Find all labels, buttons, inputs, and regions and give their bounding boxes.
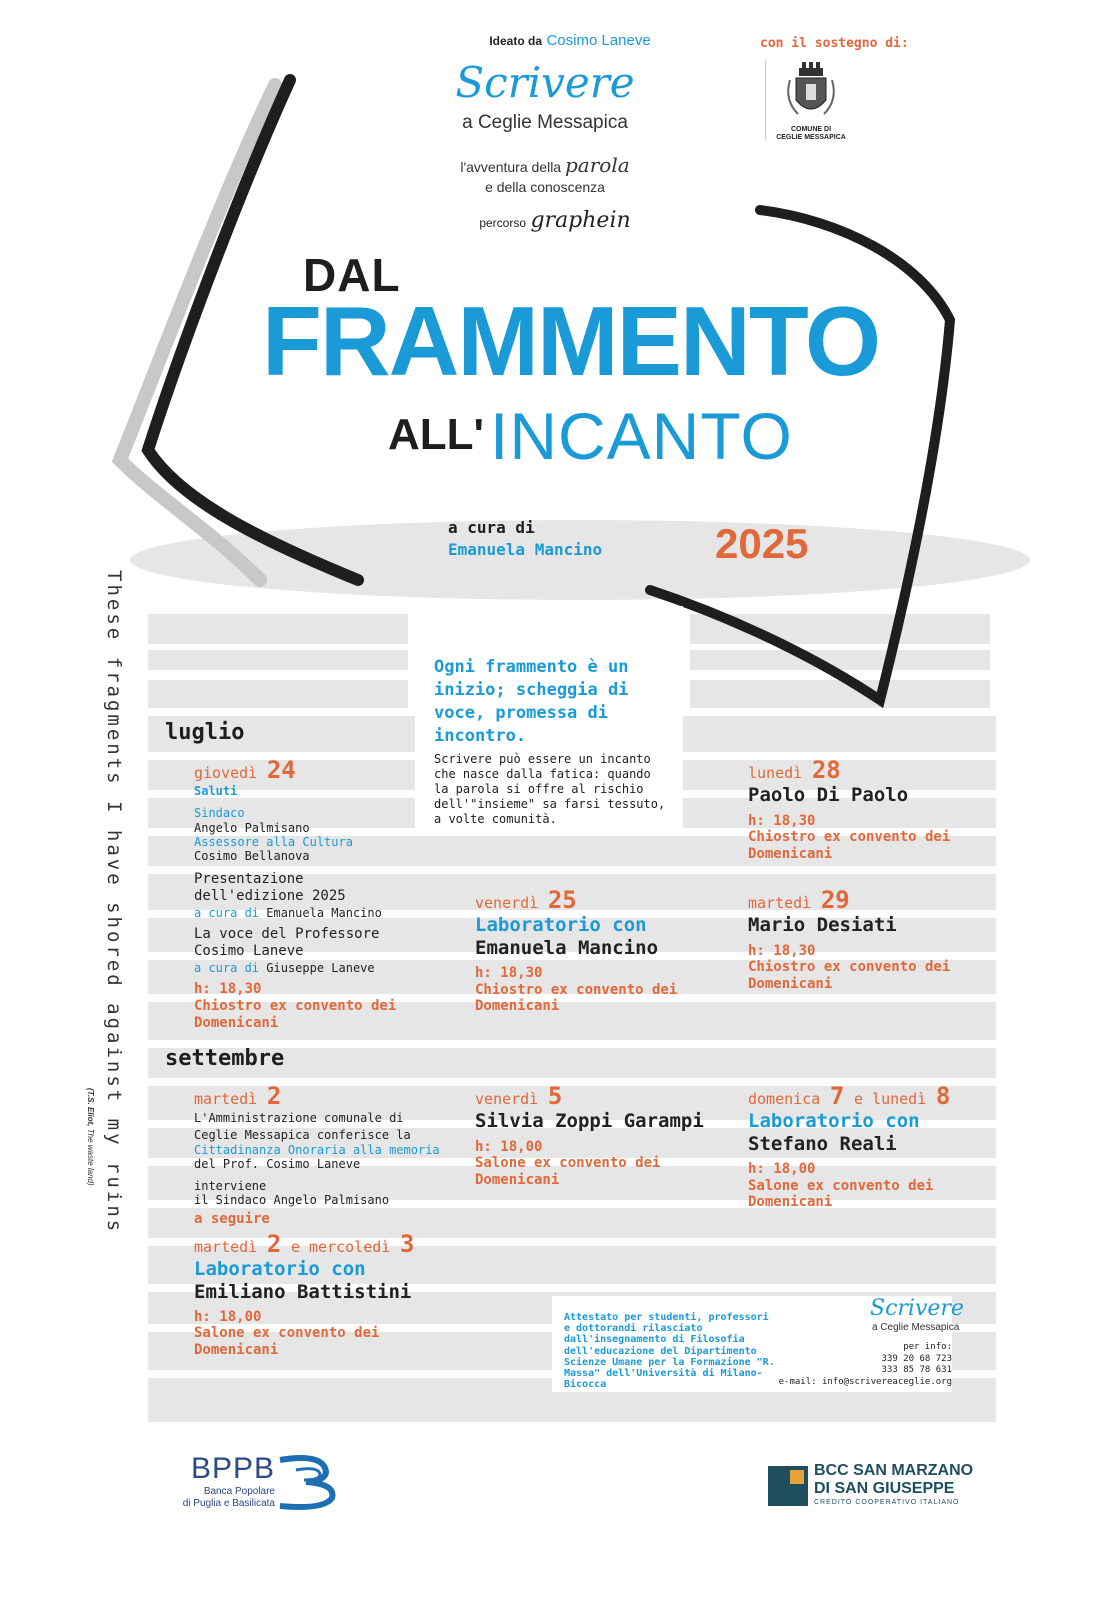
event-date: 7 (829, 1082, 845, 1110)
event-place: Salone ex convento dei Domenicani (748, 1177, 934, 1211)
bppb-short: BPPB (190, 1452, 275, 1485)
event-date: 25 (547, 886, 577, 914)
speaker-name: il Sindaco Angelo Palmisano (194, 1193, 390, 1208)
event-day: giovedì (194, 764, 258, 782)
event-place: Salone ex convento dei Domenicani (475, 1155, 661, 1188)
cura-label: a cura di (194, 906, 260, 921)
tagline-2b: conoscenza (530, 179, 605, 195)
intro-lead: Ogni frammento è un inizio; scheggia di voce, promessa di incontro. (434, 657, 629, 746)
event-day: domenica (748, 1090, 821, 1108)
ideato-label: Ideato da (489, 34, 542, 48)
lab-label: Laboratorio con (475, 914, 647, 937)
event-jul-29 (748, 886, 988, 992)
side-quote-credit (86, 1088, 95, 1198)
ideato-line (470, 32, 670, 50)
name-assessore: Cosimo Bellanova (194, 848, 310, 863)
cura-name: Giuseppe Laneve (266, 961, 375, 976)
credit-work: The waste land) (86, 1128, 95, 1186)
role-assessore: Assessore alla Cultura (194, 834, 353, 849)
bcc-logo (814, 1462, 1014, 1506)
role-sindaco: Sindaco (194, 806, 245, 821)
side-quote (103, 570, 125, 1270)
event-sep-5 (475, 1082, 725, 1188)
phone-1: 339 20 68 723 (881, 1353, 952, 1364)
event-date: 2 (266, 1229, 282, 1258)
title-dal: DAL (303, 249, 401, 301)
intro-body: Scrivere può essere un incanto che nasce dalla fatica: quando la parola si offre al rischio dell'"insieme" sa farsi tessuto, a volte comunità. (434, 752, 666, 826)
event-time: h: 18,00 (194, 1308, 262, 1325)
curator-label: a cura di (448, 518, 535, 537)
event-place: Chiostro ex convento dei Domenicani (748, 959, 951, 992)
event-sep-7-8 (748, 1082, 998, 1211)
info-logo: Scrivere (870, 1296, 964, 1321)
title-all: ALL' (388, 410, 484, 459)
comune-crest (765, 60, 856, 140)
event-jul-25 (475, 886, 725, 1015)
event-day-and: e lunedì (853, 1090, 927, 1108)
event-date: 8 (935, 1082, 951, 1110)
percorso-name: graphein (530, 208, 631, 233)
guest-name: Emiliano Battistini (194, 1280, 412, 1303)
bppb-line-1: Banca Popolare (203, 1486, 275, 1497)
voce-title: La voce del Professore Cosimo Laneve (194, 926, 380, 959)
percorso-line (470, 208, 640, 233)
phone-2: 333 85 78 631 (881, 1365, 952, 1376)
ceremony-honoree: del Prof. Cosimo Laneve (194, 1156, 361, 1171)
event-day: lunedì (748, 764, 803, 782)
year: 2025 (715, 520, 809, 567)
name-sindaco: Angelo Palmisano (194, 820, 310, 835)
title-incanto: INCANTO (490, 399, 793, 473)
info-logo-sub: a Ceglie Messapica (872, 1322, 960, 1333)
tagline-2a: e della (485, 179, 527, 195)
cura-name: Emanuela Mancino (266, 906, 382, 921)
month-july: luglio (165, 720, 245, 745)
guest-name: Emanuela Mancino (475, 936, 659, 959)
guest-name: Stefano Reali (748, 1132, 897, 1155)
follow-label: a seguire (194, 1211, 270, 1228)
event-time: h: 18,00 (748, 1161, 816, 1178)
guest-name: Mario Desiati (748, 914, 897, 937)
event-day: venerdì (475, 1090, 539, 1108)
event-date: 29 (820, 886, 850, 914)
event-time: h: 18,30 (748, 942, 816, 959)
info-label: per info: (903, 1342, 952, 1352)
tagline (440, 152, 650, 196)
saluti-label: Saluti (194, 784, 238, 799)
event-day: martedì (748, 894, 812, 912)
cura-label: a cura di (194, 961, 260, 976)
comune-line-1: COMUNE DI (790, 126, 832, 133)
bcc-line-1: BCC SAN MARZANO (814, 1462, 974, 1479)
event-time: h: 18,30 (748, 812, 816, 829)
bppb-mark-icon (276, 1452, 344, 1510)
event-date: 5 (547, 1082, 563, 1110)
event-place: Chiostro ex convento dei Domenicani (748, 829, 951, 862)
event-date: 28 (811, 756, 841, 784)
bppb-logo (150, 1452, 275, 1510)
lab-label: Laboratorio con (194, 1258, 366, 1281)
percorso-label: percorso (479, 216, 527, 230)
title-frammento: FRAMMENTO (262, 286, 880, 396)
month-september: settembre (165, 1046, 285, 1071)
event-sep-2 (194, 1082, 454, 1359)
curator-name: Emanuela Mancino (448, 540, 603, 559)
scrivere-logo: Scrivere (455, 58, 635, 107)
attestato-text: Attestato per studenti, professori e dottorandi rilasciato dall'insegnamento di Filosofia dell'educazione del Dipartimento Scienze Umane per la Formazione "R. Massa" dell'Università di Milano-Bicocca (564, 1312, 775, 1391)
credit-author: (T.S. Eliot, (86, 1088, 95, 1127)
support-label: con il sostegno di: (760, 36, 909, 51)
event-time: h: 18,30 (475, 965, 543, 982)
guest-name: Paolo Di Paolo (748, 784, 909, 807)
comune-line-2: CEGLIE MESSAPICA (776, 134, 846, 142)
event-day-and: e mercoledì (290, 1237, 391, 1256)
contact-block (760, 1342, 952, 1389)
tagline-1b: parola (564, 153, 630, 177)
ceremony-text: L'Amministrazione comunale di Ceglie Messapica conferisce la (194, 1111, 411, 1142)
event-day: venerdì (475, 894, 539, 912)
event-jul-24 (194, 756, 464, 1031)
event-date: 3 (399, 1229, 415, 1258)
tagline-1a: l'avventura della (460, 159, 562, 175)
event-time: h: 18,00 (475, 1138, 543, 1155)
coat-of-arms-icon (766, 60, 856, 122)
event-place: Salone ex convento dei Domenicani (194, 1325, 380, 1358)
presentation-title: Presentazione dell'edizione 2025 (194, 871, 346, 904)
bcc-line-2: DI SAN GIUSEPPE (814, 1479, 955, 1497)
event-date: 24 (266, 756, 296, 784)
event-place: Chiostro ex convento dei Domenicani (475, 981, 678, 1015)
ceremony-honor: Cittadinanza Onoraria alla memoria (194, 1142, 440, 1157)
bppb-line-2: di Puglia e Basilicata (182, 1498, 275, 1509)
side-quote-text: These fragments I have shored against my ruins (103, 570, 125, 1235)
comune-label (766, 126, 856, 143)
scrivere-subtitle: a Ceglie Messapica (462, 112, 628, 133)
event-date: 2 (266, 1082, 282, 1110)
event-place: Chiostro ex convento dei Domenicani (194, 997, 397, 1031)
ideato-name: Cosimo Laneve (546, 32, 651, 49)
event-day: martedì (194, 1237, 258, 1256)
speaker-label: interviene (194, 1179, 267, 1193)
bcc-line-3: CREDITO COOPERATIVO ITALIANO (814, 1499, 960, 1507)
lab-label: Laboratorio con (748, 1110, 920, 1133)
guest-name: Silvia Zoppi Garampi (475, 1110, 704, 1133)
email: e-mail: info@scrivereaceglie.org (778, 1377, 952, 1388)
event-jul-28 (748, 756, 988, 862)
event-day: martedì (194, 1090, 258, 1108)
event-time: h: 18,30 (194, 981, 262, 998)
bcc-mark-icon (768, 1466, 808, 1506)
